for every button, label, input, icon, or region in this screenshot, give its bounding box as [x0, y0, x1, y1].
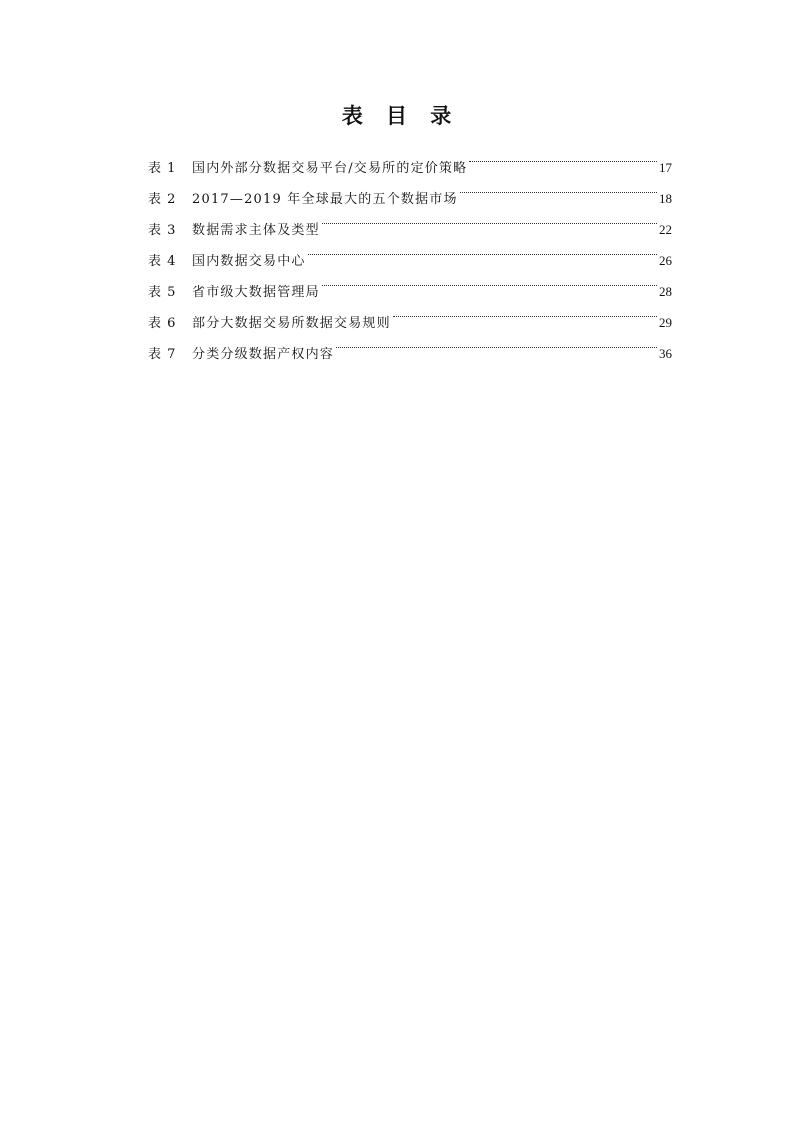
table-caption: 2017—2019 年全球最大的五个数据市场	[192, 192, 458, 207]
page-number: 29	[659, 315, 672, 330]
table-caption: 省市级大数据管理局	[192, 285, 320, 300]
table-label: 表 5	[148, 285, 177, 300]
page-number: 28	[659, 284, 672, 299]
page-title: 表 目 录	[341, 104, 460, 128]
dot-leader	[308, 234, 657, 265]
table-caption: 国内外部分数据交易平台/交易所的定价策略	[192, 161, 468, 176]
dot-leader	[336, 327, 657, 358]
table-caption: 国内数据交易中心	[192, 254, 306, 269]
page-number: 17	[659, 160, 672, 175]
table-label: 表 7	[148, 347, 177, 362]
dot-leader	[322, 265, 657, 296]
page-number: 26	[659, 253, 672, 268]
table-label: 表 2	[148, 192, 177, 207]
table-of-tables	[148, 141, 672, 362]
table-label: 表 6	[148, 316, 177, 331]
page-number: 18	[659, 191, 672, 206]
table-caption: 部分大数据交易所数据交易规则	[192, 316, 391, 331]
table-label: 表 1	[148, 161, 177, 176]
dot-leader	[322, 203, 657, 234]
page-number: 36	[659, 346, 672, 361]
dot-leader	[469, 141, 657, 172]
page-number: 22	[659, 222, 672, 237]
dot-leader	[460, 172, 657, 203]
table-caption: 分类分级数据产权内容	[192, 347, 335, 362]
table-caption: 数据需求主体及类型	[192, 223, 320, 238]
table-label: 表 4	[148, 254, 177, 269]
toc-entry-1[interactable]	[148, 141, 672, 176]
dot-leader	[393, 296, 657, 327]
table-label: 表 3	[148, 223, 177, 238]
